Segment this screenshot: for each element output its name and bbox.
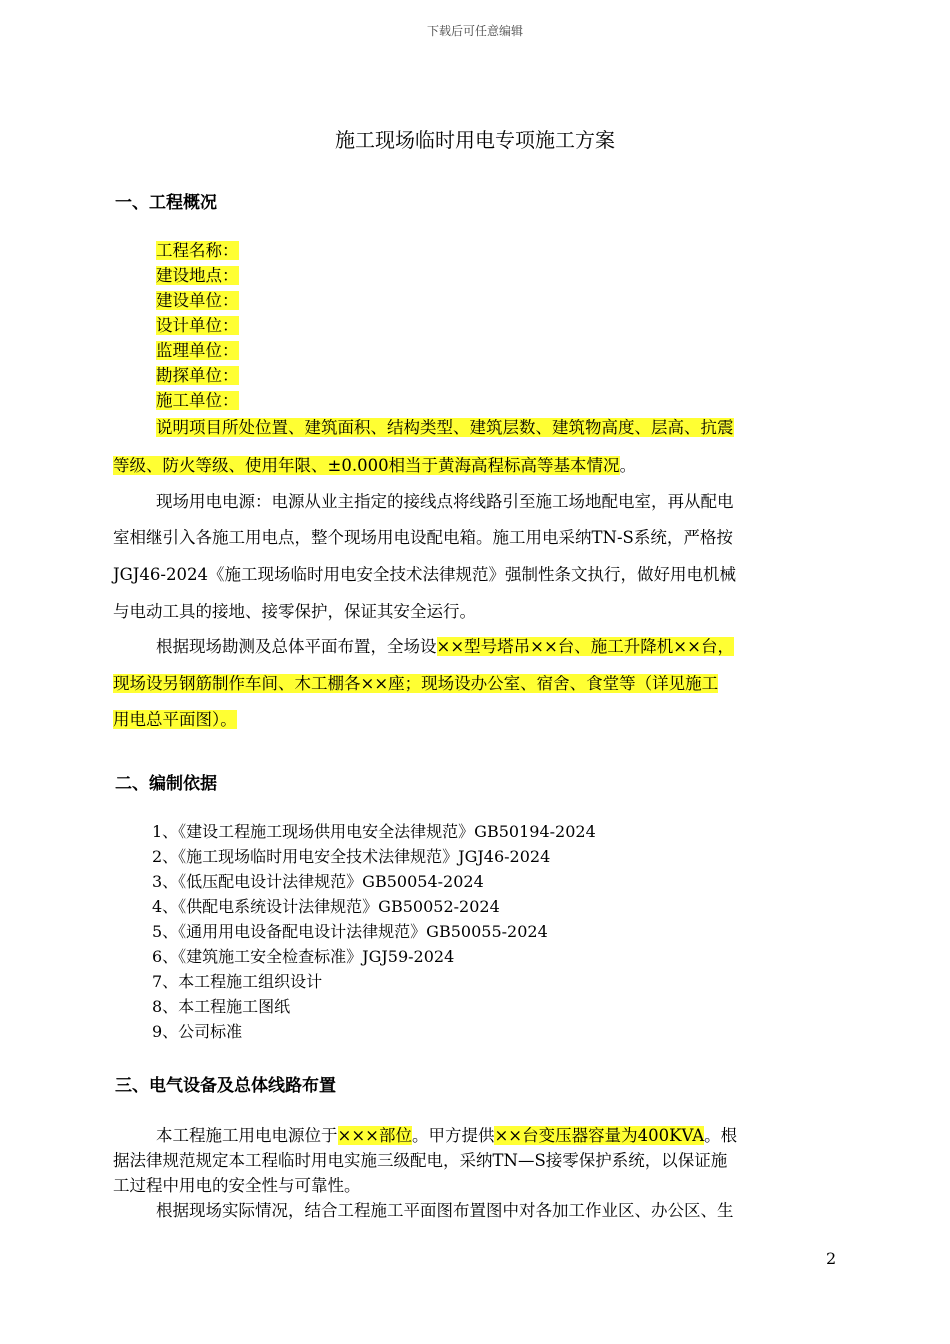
field-project-name: 工程名称：	[156, 241, 239, 260]
power-supply-line-1: 本工程施工用电电源位于×××部位。甲方提供××台变压器容量为400KVA。根	[156, 1126, 738, 1145]
power-source-line-1: 现场用电电源：电源从业主指定的接线点将线路引至施工场地配电室，再从配电	[156, 492, 734, 511]
header-note: 下载后可任意编辑	[426, 24, 523, 38]
reference-item-9: 9、公司标准	[152, 1022, 243, 1041]
site-layout-line-2: 现场设另钢筋制作车间、木工棚各××座；现场设办公室、宿舍、食堂等（详见施工	[113, 674, 719, 693]
site-condition-line-1: 根据现场实际情况，结合工程施工平面图布置图中对各加工作业区、办公区、生	[156, 1201, 734, 1220]
reference-item-3: 3、《低压配电设计法律规范》GB50054-2024	[152, 872, 484, 891]
reference-item-4: 4、《供配电系统设计法律规范》GB50052-2024	[152, 897, 500, 916]
reference-item-6: 6、《建筑施工安全检查标准》JGJ59-2024	[152, 947, 455, 966]
power-supply-line-3: 工过程中用电的安全性与可靠性。	[113, 1176, 361, 1195]
reference-item-2: 2、《施工现场临时用电安全技术法律规范》JGJ46-2024	[152, 847, 551, 866]
site-layout-line-1: 根据现场勘测及总体平面布置，全场设××型号塔吊××台、施工升降机××台，	[156, 637, 734, 656]
section-1-heading: 一、工程概况	[115, 193, 217, 213]
field-supervisor: 监理单位：	[156, 341, 239, 360]
reference-item-1: 1、《建设工程施工现场供用电安全法律规范》GB50194-2024	[152, 822, 596, 841]
field-owner: 建设单位：	[156, 291, 239, 310]
section-2-heading: 二、编制依据	[115, 774, 217, 794]
project-description-line-2: 等级、防火等级、使用年限、±0.000相当于黄海高程标高等基本情况。	[113, 456, 637, 475]
site-layout-line-3: 用电总平面图）。	[113, 710, 237, 729]
document-title: 施工现场临时用电专项施工方案	[335, 128, 615, 152]
project-description-line-1: 说明项目所处位置、建筑面积、结构类型、建筑层数、建筑物高度、层高、抗震	[156, 418, 734, 437]
field-location: 建设地点：	[156, 266, 239, 285]
power-source-line-4: 与电动工具的接地、接零保护，保证其安全运行。	[113, 602, 476, 621]
field-surveyor: 勘探单位：	[156, 366, 239, 385]
reference-item-7: 7、本工程施工组织设计	[152, 972, 323, 991]
reference-item-5: 5、《通用用电设备配电设计法律规范》GB50055-2024	[152, 922, 548, 941]
power-supply-line-2: 据法律规范规定本工程临时用电实施三级配电，采纳TN—S接零保护系统，以保证施	[113, 1151, 728, 1170]
field-contractor: 施工单位：	[156, 391, 239, 410]
reference-item-8: 8、本工程施工图纸	[152, 997, 291, 1016]
power-source-line-3: JGJ46-2024《施工现场临时用电安全技术法律规范》强制性条文执行，做好用电机械	[113, 565, 736, 584]
field-designer: 设计单位：	[156, 316, 239, 335]
power-source-line-2: 室相继引入各施工用电点，整个现场用电设配电箱。施工用电采纳TN-S系统，严格按	[113, 528, 733, 547]
page-number: 2	[826, 1249, 837, 1268]
section-3-heading: 三、电气设备及总体线路布置	[115, 1076, 336, 1096]
